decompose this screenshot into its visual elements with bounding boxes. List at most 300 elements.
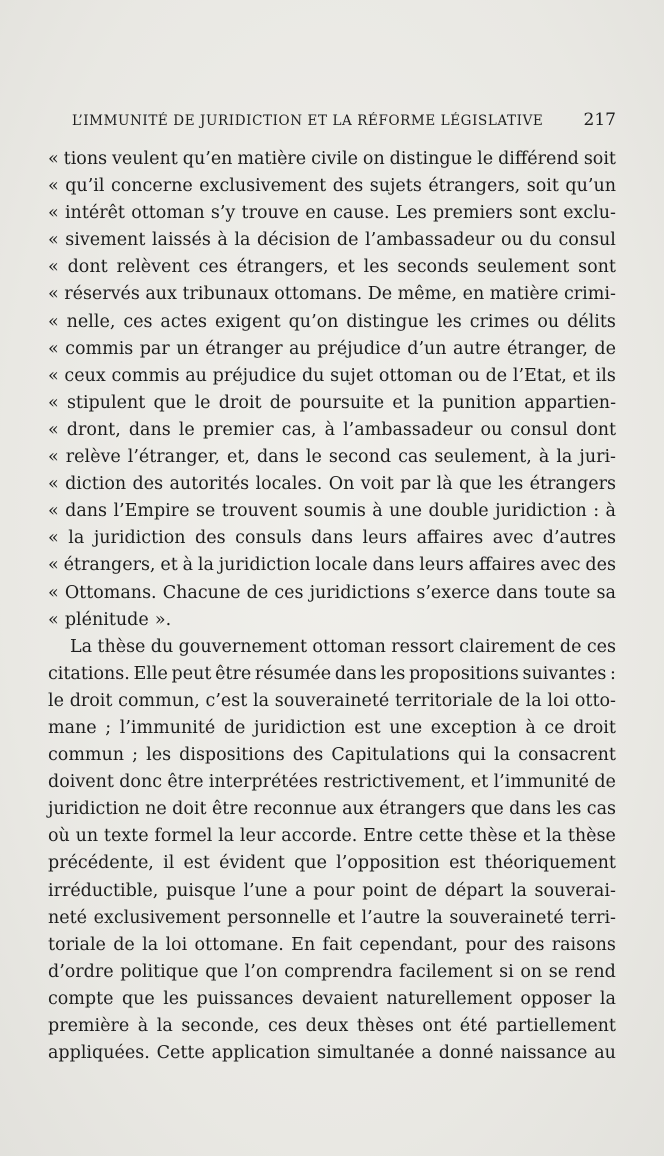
- word: se: [548, 961, 569, 982]
- word: départ: [444, 880, 504, 901]
- word: affaires: [468, 555, 536, 576]
- word: les: [363, 257, 389, 278]
- word: raisons: [551, 934, 616, 955]
- word: concerne: [110, 176, 193, 197]
- word: ressort: [391, 636, 454, 657]
- word: poursuite: [299, 392, 385, 413]
- word: second: [328, 447, 392, 468]
- word: l’ambassadeur: [343, 419, 473, 440]
- word: été: [459, 1016, 488, 1036]
- word: l’Etat,: [512, 365, 567, 386]
- word: distingue: [346, 311, 429, 332]
- word: juridictions: [309, 582, 411, 603]
- text-line: [48, 417, 616, 444]
- word: «: [48, 176, 59, 197]
- word: sa: [596, 582, 616, 603]
- word: là: [436, 474, 453, 495]
- word: une: [389, 501, 423, 522]
- text-line: [48, 905, 616, 932]
- word: «: [48, 419, 59, 440]
- word: est: [183, 853, 210, 874]
- word: application: [211, 1043, 311, 1064]
- running-header: [72, 110, 616, 130]
- word: à: [217, 230, 228, 251]
- word: différend: [498, 149, 579, 169]
- word: doivent: [48, 772, 114, 793]
- word: civile: [311, 149, 358, 169]
- word: dans: [256, 447, 299, 468]
- word: à: [182, 555, 194, 576]
- word: sont: [578, 257, 616, 278]
- word: et: [522, 826, 541, 847]
- word: les: [380, 663, 406, 684]
- word: «: [48, 555, 59, 576]
- word: la: [556, 447, 573, 468]
- word: que: [121, 988, 155, 1009]
- word: préjudice: [317, 338, 401, 359]
- word: étrangers,: [236, 257, 329, 278]
- word: «: [48, 365, 59, 386]
- word: stipulent: [66, 392, 146, 413]
- word: a: [295, 880, 306, 901]
- text-line: [48, 281, 616, 308]
- word: tions: [63, 149, 108, 169]
- word: peut: [171, 663, 212, 684]
- word: du: [301, 365, 325, 386]
- word: à: [525, 717, 536, 738]
- word: exigent: [214, 311, 281, 332]
- word: citations.: [48, 663, 130, 684]
- word: exclu-: [563, 203, 616, 224]
- word: ;: [132, 745, 139, 766]
- word: les: [436, 311, 462, 332]
- text-line: [48, 309, 616, 336]
- word: que: [205, 961, 239, 982]
- word: par: [400, 474, 431, 495]
- word: la: [68, 528, 85, 549]
- word: toriale: [48, 934, 106, 955]
- text-line: [48, 959, 616, 986]
- word: ces: [198, 257, 228, 278]
- word: une: [389, 717, 423, 738]
- word: opposer: [520, 988, 592, 1009]
- word: On: [328, 474, 355, 495]
- word: Ottomans.: [64, 582, 157, 603]
- word: juridiction: [253, 717, 346, 738]
- word: territoriale: [394, 690, 493, 711]
- word: la: [142, 934, 159, 955]
- word: leurs: [362, 528, 408, 549]
- word: relève: [65, 447, 121, 468]
- word: c’est: [205, 690, 248, 711]
- word: les: [556, 799, 582, 820]
- word: naturellement: [386, 988, 512, 1009]
- word: mane: [48, 717, 97, 738]
- word: seulement: [477, 257, 570, 278]
- word: dront,: [66, 419, 121, 440]
- word: qu’il: [65, 176, 105, 197]
- word: première: [48, 1016, 130, 1036]
- word: dans: [496, 582, 539, 603]
- word: exclusivement: [93, 907, 221, 928]
- text-line: [48, 715, 616, 742]
- word: doit: [172, 799, 207, 820]
- word: des: [292, 745, 324, 766]
- word: s’y: [210, 203, 236, 224]
- word: se: [195, 501, 216, 522]
- word: thèse: [97, 636, 146, 657]
- text-line: [48, 661, 616, 688]
- word: clairement: [459, 636, 555, 657]
- word: de: [246, 582, 269, 603]
- word: puissances: [196, 988, 294, 1009]
- word: on: [362, 149, 385, 169]
- word: résumée: [254, 663, 332, 684]
- text-line: [48, 200, 616, 227]
- word: étranger: [205, 338, 283, 359]
- word: la: [546, 826, 563, 847]
- word: réservés: [64, 284, 140, 305]
- word: trouve: [241, 203, 299, 224]
- word: ces: [123, 311, 153, 332]
- word: si: [499, 961, 514, 982]
- word: délits: [567, 311, 616, 332]
- word: «: [48, 501, 59, 522]
- word: le: [305, 447, 322, 468]
- word: droit: [573, 717, 616, 738]
- word: thèse: [469, 826, 518, 847]
- word: «: [48, 149, 59, 169]
- word: et,: [226, 447, 250, 468]
- text-line: [48, 552, 616, 579]
- word: ils: [595, 365, 616, 386]
- word: étrangers,: [428, 176, 521, 197]
- word: «: [48, 203, 59, 224]
- text-line: [48, 607, 616, 634]
- word: crimi-: [564, 284, 616, 305]
- word: étrangers,: [63, 555, 156, 576]
- word: partiellement: [496, 1016, 616, 1036]
- word: premiers: [432, 203, 513, 224]
- word: rend: [574, 961, 616, 982]
- word: même,: [397, 284, 458, 305]
- word: est: [354, 717, 381, 738]
- word: thèse: [567, 826, 616, 847]
- word: consacrent: [518, 745, 616, 766]
- word: avec: [540, 555, 581, 576]
- word: reconnue: [253, 799, 337, 820]
- word: fait: [322, 934, 353, 955]
- word: de: [559, 636, 582, 657]
- word: dans: [128, 419, 171, 440]
- word: «: [48, 392, 59, 413]
- word: «: [48, 582, 59, 603]
- word: la: [218, 826, 235, 847]
- word: la: [599, 988, 616, 1009]
- word: ottoman: [312, 636, 386, 657]
- text-line: [48, 1040, 616, 1067]
- word: que: [153, 392, 187, 413]
- word: l’ambassadeur: [365, 230, 495, 251]
- word: droit: [218, 392, 262, 413]
- word: exclusivement: [199, 176, 327, 197]
- text-line: [48, 444, 616, 471]
- word: commis: [65, 338, 134, 359]
- word: droit: [69, 690, 113, 711]
- word: plénitude: [64, 609, 149, 630]
- word: au: [185, 365, 207, 386]
- word: l’autre: [361, 907, 421, 928]
- text-line: [48, 878, 616, 905]
- text-line: [48, 471, 616, 498]
- word: double: [428, 501, 489, 522]
- word: trouvent: [221, 501, 298, 522]
- word: sont: [519, 203, 557, 224]
- word: du: [150, 636, 174, 657]
- word: Cette: [156, 1043, 205, 1064]
- word: dans: [372, 555, 415, 576]
- word: tribunaux: [182, 284, 269, 305]
- word: leurs: [419, 555, 464, 576]
- word: toute: [544, 582, 591, 603]
- word: «: [48, 230, 59, 251]
- word: ces: [267, 1016, 298, 1036]
- word: la: [197, 555, 214, 576]
- word: thèses: [356, 1016, 414, 1036]
- text-line: [48, 688, 616, 715]
- word: «: [48, 338, 59, 359]
- word: distingue: [389, 149, 473, 169]
- word: accorde.: [281, 826, 358, 847]
- word: étrangers: [379, 799, 466, 820]
- word: dont: [67, 257, 108, 278]
- word: qu’en: [182, 149, 233, 169]
- word: évident: [219, 853, 285, 874]
- word: deux: [305, 1016, 349, 1036]
- word: soumis: [303, 501, 366, 522]
- word: des: [195, 528, 226, 549]
- word: de: [485, 365, 508, 386]
- word: otto-: [574, 690, 616, 711]
- word: commis: [111, 365, 180, 386]
- word: loi: [547, 690, 570, 711]
- word: l’Empire: [113, 501, 190, 522]
- word: formel: [154, 826, 213, 847]
- word: qu’un: [565, 176, 616, 197]
- word: l’étranger,: [127, 447, 220, 468]
- word: ottomans.: [274, 284, 363, 305]
- word: les: [498, 474, 524, 495]
- word: diction: [65, 474, 127, 495]
- word: de: [113, 934, 135, 955]
- running-title: L’IMMUNITÉ DE JURIDICTION ET LA RÉFORME LÉGISLATIVE: [72, 113, 544, 129]
- word: exception: [430, 717, 517, 738]
- word: dans: [509, 799, 552, 820]
- word: premier: [202, 419, 274, 440]
- word: texte: [103, 826, 149, 847]
- word: Elle: [133, 663, 168, 684]
- text-line: [48, 796, 616, 823]
- word: la: [510, 880, 527, 901]
- word: ce: [544, 717, 565, 738]
- word: que: [470, 799, 504, 820]
- word: les: [146, 745, 172, 766]
- word: Capitulations: [331, 745, 450, 766]
- word: la: [525, 690, 542, 711]
- word: et: [470, 772, 489, 793]
- word: à: [324, 419, 335, 440]
- word: le: [477, 149, 494, 169]
- word: et: [572, 365, 590, 386]
- word: «: [48, 284, 59, 305]
- word: d’un: [407, 338, 447, 359]
- text-line: [48, 498, 616, 525]
- word: ces: [586, 636, 616, 657]
- text-line: [48, 146, 616, 173]
- word: par: [139, 338, 170, 359]
- word: de: [594, 338, 616, 359]
- word: l’immunité: [493, 772, 590, 793]
- word: d’autres: [542, 528, 616, 549]
- word: la: [253, 690, 270, 711]
- word: loi: [165, 934, 188, 955]
- word: étranger,: [506, 338, 588, 359]
- word: donc: [119, 772, 163, 793]
- text-line: [48, 173, 616, 200]
- word: que: [294, 853, 327, 874]
- word: «: [48, 311, 59, 332]
- word: seulement,: [434, 447, 532, 468]
- word: ottoman: [131, 203, 205, 224]
- text-line: [48, 823, 616, 850]
- word: autre: [453, 338, 501, 359]
- word: on: [520, 961, 543, 982]
- word: restrictivement,: [323, 772, 466, 793]
- text-line: [48, 986, 616, 1013]
- word: comprendra: [284, 961, 393, 982]
- word: En: [291, 934, 316, 955]
- word: de: [336, 230, 359, 251]
- word: locales.: [255, 474, 323, 495]
- word: «: [48, 474, 59, 495]
- word: étrangers: [529, 474, 616, 495]
- word: matière: [489, 284, 559, 305]
- word: autorités: [169, 474, 250, 495]
- word: dont: [575, 419, 616, 440]
- word: des: [585, 555, 616, 576]
- word: dispositions: [179, 745, 285, 766]
- text-line: [48, 769, 616, 796]
- word: où: [48, 826, 70, 847]
- word: «: [48, 447, 59, 468]
- word: et: [337, 907, 355, 928]
- word: simultanée: [317, 1043, 415, 1064]
- word: seconde,: [181, 1016, 260, 1036]
- word: propositions: [408, 663, 519, 684]
- word: consul: [510, 419, 568, 440]
- word: naissance: [500, 1043, 588, 1064]
- word: de: [269, 392, 292, 413]
- word: consul: [558, 230, 616, 251]
- body-text: [48, 146, 616, 1067]
- word: ont: [422, 1016, 452, 1036]
- word: de: [498, 690, 520, 711]
- word: en: [305, 203, 327, 224]
- word: ou: [458, 365, 480, 386]
- word: un: [75, 826, 99, 847]
- word: Chacune: [162, 582, 241, 603]
- word: des: [513, 934, 545, 955]
- word: puisque: [165, 880, 236, 901]
- word: punition: [442, 392, 516, 413]
- word: souveraineté: [274, 690, 390, 711]
- word: s’exerce: [416, 582, 491, 603]
- word: Entre: [363, 826, 413, 847]
- text-line: [48, 634, 616, 661]
- word: facilement: [399, 961, 493, 982]
- word: donné: [438, 1043, 494, 1064]
- word: la: [426, 907, 443, 928]
- word: ne: [145, 799, 167, 820]
- word: être: [211, 799, 249, 820]
- text-line: [48, 850, 616, 877]
- word: la: [234, 230, 251, 251]
- word: cause.: [333, 203, 390, 224]
- word: :: [609, 663, 616, 684]
- word: est: [449, 853, 476, 874]
- word: préjudice: [212, 365, 297, 386]
- word: et: [392, 392, 410, 413]
- text-line: [48, 254, 616, 281]
- word: terri-: [570, 907, 616, 928]
- word: sujets: [369, 176, 422, 197]
- word: de: [223, 717, 246, 738]
- word: ou: [501, 230, 523, 251]
- word: juridiction: [218, 555, 311, 576]
- word: le: [48, 690, 64, 711]
- word: juridiction: [48, 799, 140, 820]
- word: théoriquement: [484, 853, 616, 874]
- word: et: [337, 257, 355, 278]
- word: sujet: [330, 365, 374, 386]
- word: cas: [398, 447, 428, 468]
- word: seconds: [397, 257, 469, 278]
- word: au: [594, 1043, 616, 1064]
- word: juri-: [579, 447, 616, 468]
- word: veulent: [112, 149, 178, 169]
- word: interprétées: [208, 772, 319, 793]
- word: avec: [492, 528, 534, 549]
- word: commun,: [118, 690, 200, 711]
- word: «: [48, 528, 59, 549]
- word: commun: [48, 745, 125, 766]
- word: d’ordre: [48, 961, 114, 982]
- word: dans: [334, 663, 377, 684]
- word: dans: [65, 501, 108, 522]
- word: appartien-: [524, 392, 616, 413]
- word: à: [538, 447, 550, 468]
- word: «: [48, 257, 59, 278]
- word: consuls: [235, 528, 302, 549]
- word: voit: [360, 474, 394, 495]
- word: dans: [311, 528, 353, 549]
- word: ceux: [64, 365, 106, 386]
- text-line: [48, 336, 616, 363]
- word: l’immunité: [119, 717, 216, 738]
- word: matière: [237, 149, 307, 169]
- word: le: [194, 392, 211, 413]
- text-line: [48, 363, 616, 390]
